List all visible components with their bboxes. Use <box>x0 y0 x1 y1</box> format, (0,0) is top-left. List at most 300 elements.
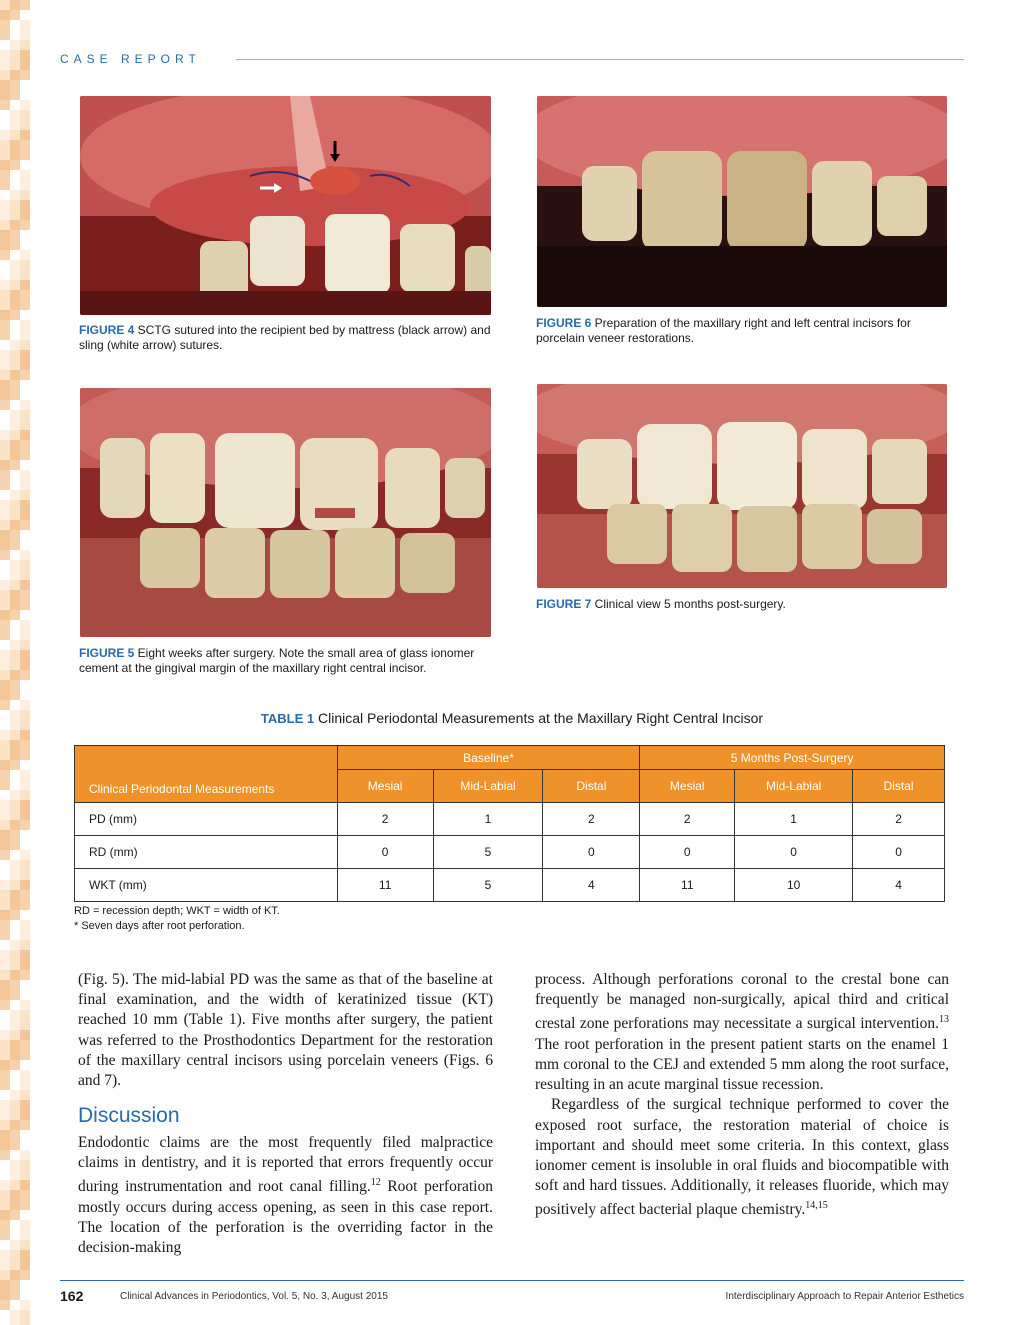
body-text: Regardless of the surgical technique performed to cover the exposed root surface, the restoration material of choice is important and should meet some criteria. In this context, glass ionomer cement is insoluble in oral fluids and biocompatible with soft and hard tissues. Additionally, it releases fluoride, which may positively affect bacterial plaque chemistry. <box>535 1096 949 1219</box>
strip-cell <box>20 1050 30 1060</box>
strip-cell <box>0 1070 10 1080</box>
strip-cell <box>20 60 30 70</box>
figure-4-photo <box>80 96 491 315</box>
strip-cell <box>10 1260 20 1270</box>
strip-cell <box>20 1030 30 1040</box>
strip-cell <box>20 780 30 790</box>
strip-cell <box>20 1060 30 1070</box>
strip-cell <box>10 860 20 870</box>
strip-cell <box>10 560 20 570</box>
strip-cell <box>10 260 20 270</box>
strip-cell <box>0 80 10 90</box>
strip-cell <box>0 740 10 750</box>
table-cell: 5 <box>433 836 543 869</box>
table-cell: 11 <box>640 869 735 902</box>
strip-cell <box>20 1120 30 1130</box>
strip-cell <box>10 1040 20 1050</box>
strip-cell <box>0 800 10 810</box>
strip-cell <box>20 1090 30 1100</box>
strip-cell <box>0 490 10 500</box>
strip-cell <box>20 740 30 750</box>
strip-cell <box>10 830 20 840</box>
strip-cell <box>10 470 20 480</box>
strip-cell <box>10 90 20 100</box>
strip-cell <box>0 1230 10 1240</box>
strip-cell <box>20 1300 30 1310</box>
strip-cell <box>0 1290 10 1300</box>
strip-cell <box>10 540 20 550</box>
table-1-title <box>0 710 1024 726</box>
strip-cell <box>0 1270 10 1280</box>
strip-cell <box>20 640 30 650</box>
strip-cell <box>0 1080 10 1090</box>
strip-cell <box>20 610 30 620</box>
strip-cell <box>10 1150 20 1160</box>
strip-cell <box>0 110 10 120</box>
strip-cell <box>10 1140 20 1150</box>
strip-cell <box>10 1120 20 1130</box>
strip-cell <box>10 950 20 960</box>
strip-cell <box>10 780 20 790</box>
strip-cell <box>10 10 20 20</box>
strip-cell <box>20 380 30 390</box>
strip-cell <box>20 360 30 370</box>
strip-cell <box>20 990 30 1000</box>
strip-cell <box>0 1150 10 1160</box>
strip-cell <box>0 90 10 100</box>
table-group-post-surgery: 5 Months Post-Surgery <box>640 746 945 770</box>
strip-cell <box>20 590 30 600</box>
running-head: CASE REPORT <box>60 52 201 66</box>
strip-cell <box>20 910 30 920</box>
strip-cell <box>10 320 20 330</box>
strip-cell <box>20 1270 30 1280</box>
strip-cell <box>10 630 20 640</box>
strip-cell <box>0 960 10 970</box>
table-footnote-2: * Seven days after root perforation. <box>74 920 245 932</box>
body-paragraph <box>535 970 949 1095</box>
strip-cell <box>0 1050 10 1060</box>
page-number: 162 <box>60 1288 84 1304</box>
strip-cell <box>0 150 10 160</box>
table-row <box>75 869 945 902</box>
strip-cell <box>20 10 30 20</box>
strip-cell <box>20 1010 30 1020</box>
strip-cell <box>10 390 20 400</box>
strip-cell <box>10 940 20 950</box>
strip-cell <box>20 1130 30 1140</box>
strip-cell <box>0 630 10 640</box>
strip-cell <box>10 820 20 830</box>
strip-cell <box>10 490 20 500</box>
strip-cell <box>0 30 10 40</box>
table-cell: 0 <box>853 836 945 869</box>
figure-5-label: FIGURE 5 <box>79 646 135 660</box>
strip-cell <box>0 700 10 710</box>
strip-cell <box>0 290 10 300</box>
strip-cell <box>20 20 30 30</box>
strip-cell <box>0 390 10 400</box>
strip-cell <box>0 1040 10 1050</box>
strip-cell <box>10 880 20 890</box>
table-col-header: Distal <box>853 770 945 803</box>
strip-cell <box>20 670 30 680</box>
strip-cell <box>0 350 10 360</box>
strip-cell <box>0 900 10 910</box>
strip-cell <box>20 1070 30 1080</box>
strip-cell <box>10 530 20 540</box>
strip-cell <box>20 180 30 190</box>
strip-cell <box>0 500 10 510</box>
strip-cell <box>0 950 10 960</box>
strip-cell <box>10 980 20 990</box>
strip-cell <box>20 620 30 630</box>
strip-cell <box>10 420 20 430</box>
strip-cell <box>20 840 30 850</box>
strip-cell <box>0 1210 10 1220</box>
strip-cell <box>0 610 10 620</box>
strip-cell <box>0 160 10 170</box>
strip-cell <box>20 70 30 80</box>
strip-cell <box>0 460 10 470</box>
figure-6-photo <box>537 96 947 307</box>
strip-cell <box>0 1280 10 1290</box>
strip-cell <box>10 500 20 510</box>
strip-cell <box>10 1240 20 1250</box>
strip-cell <box>20 230 30 240</box>
strip-cell <box>0 170 10 180</box>
strip-cell <box>20 310 30 320</box>
strip-cell <box>20 800 30 810</box>
body-paragraph: (Fig. 5). The mid-labial PD was the same as that of the baseline at final examination, and the width of keratinized tissue (KT) reached 10 mm (Table 1). Five months after surgery, the patient was referred to the Prosthodontics Department for the restoration of the maxillary central incisors using porcelain veneers (Figs. 6 and 7). <box>78 971 493 1090</box>
strip-cell <box>20 1040 30 1050</box>
strip-cell <box>20 1210 30 1220</box>
strip-cell <box>10 510 20 520</box>
body-text: Root perforation mostly occurs during access opening, as seen in this case report. The location of the perforation is the overriding factor in the decision-making <box>78 1178 493 1257</box>
strip-cell <box>0 1300 10 1310</box>
strip-cell <box>0 860 10 870</box>
strip-cell <box>10 1250 20 1260</box>
table-row-label: PD (mm) <box>75 803 338 836</box>
strip-cell <box>10 1210 20 1220</box>
figure-7-photo <box>537 384 947 588</box>
strip-cell <box>10 360 20 370</box>
strip-cell <box>20 90 30 100</box>
table-row <box>75 836 945 869</box>
strip-cell <box>10 1050 20 1060</box>
strip-cell <box>0 670 10 680</box>
decorative-side-strip <box>0 0 30 1325</box>
strip-cell <box>20 1190 30 1200</box>
strip-cell <box>0 240 10 250</box>
strip-cell <box>20 420 30 430</box>
strip-cell <box>0 1060 10 1070</box>
strip-cell <box>10 1200 20 1210</box>
strip-cell <box>0 280 10 290</box>
strip-cell <box>20 820 30 830</box>
table-cell: 0 <box>543 836 640 869</box>
strip-cell <box>10 990 20 1000</box>
strip-cell <box>20 460 30 470</box>
strip-cell <box>10 290 20 300</box>
strip-cell <box>0 970 10 980</box>
strip-cell <box>20 890 30 900</box>
strip-cell <box>10 60 20 70</box>
citation-ref: 13 <box>939 1014 949 1026</box>
strip-cell <box>10 770 20 780</box>
strip-cell <box>0 1110 10 1120</box>
strip-cell <box>10 450 20 460</box>
strip-cell <box>0 830 10 840</box>
journal-citation: Clinical Advances in Periodontics, Vol. 5, No. 3, August 2015 <box>120 1291 388 1302</box>
measurements-table <box>74 745 945 902</box>
strip-cell <box>0 230 10 240</box>
figure-6-caption <box>536 316 949 346</box>
strip-cell <box>10 1130 20 1140</box>
strip-cell <box>0 650 10 660</box>
strip-cell <box>0 640 10 650</box>
strip-cell <box>10 130 20 140</box>
strip-cell <box>20 130 30 140</box>
strip-cell <box>0 840 10 850</box>
strip-cell <box>0 660 10 670</box>
strip-cell <box>10 410 20 420</box>
figure-6-label: FIGURE 6 <box>536 316 592 330</box>
strip-cell <box>0 810 10 820</box>
strip-cell <box>20 810 30 820</box>
strip-cell <box>20 940 30 950</box>
table-row-label: WKT (mm) <box>75 869 338 902</box>
strip-cell <box>20 400 30 410</box>
strip-cell <box>20 690 30 700</box>
strip-cell <box>20 730 30 740</box>
strip-cell <box>10 670 20 680</box>
strip-cell <box>20 870 30 880</box>
strip-cell <box>10 750 20 760</box>
figure-4-label: FIGURE 4 <box>79 323 135 337</box>
strip-cell <box>0 1010 10 1020</box>
strip-cell <box>10 170 20 180</box>
strip-cell <box>0 1120 10 1130</box>
strip-cell <box>20 0 30 10</box>
strip-cell <box>20 220 30 230</box>
strip-cell <box>10 660 20 670</box>
strip-cell <box>10 70 20 80</box>
strip-cell <box>20 1310 30 1320</box>
strip-cell <box>0 1190 10 1200</box>
strip-cell <box>20 1150 30 1160</box>
strip-cell <box>0 580 10 590</box>
strip-cell <box>0 420 10 430</box>
figure-5-photo <box>80 388 491 637</box>
strip-cell <box>20 1240 30 1250</box>
strip-cell <box>0 410 10 420</box>
strip-cell <box>0 360 10 370</box>
strip-cell <box>0 1140 10 1150</box>
strip-cell <box>10 690 20 700</box>
strip-cell <box>0 340 10 350</box>
table-col-header: Mid-Labial <box>735 770 853 803</box>
strip-cell <box>20 900 30 910</box>
strip-cell <box>20 280 30 290</box>
strip-cell <box>10 190 20 200</box>
strip-cell <box>20 660 30 670</box>
strip-cell <box>20 850 30 860</box>
strip-cell <box>10 140 20 150</box>
strip-cell <box>20 120 30 130</box>
strip-cell <box>20 520 30 530</box>
strip-cell <box>20 600 30 610</box>
strip-cell <box>20 430 30 440</box>
table-group-baseline: Baseline* <box>337 746 640 770</box>
strip-cell <box>0 750 10 760</box>
strip-cell <box>0 520 10 530</box>
strip-cell <box>10 0 20 10</box>
strip-cell <box>20 350 30 360</box>
strip-cell <box>20 1250 30 1260</box>
strip-cell <box>20 1200 30 1210</box>
strip-cell <box>0 680 10 690</box>
strip-cell <box>0 1090 10 1100</box>
strip-cell <box>10 270 20 280</box>
strip-cell <box>20 1280 30 1290</box>
strip-cell <box>20 210 30 220</box>
strip-cell <box>10 1270 20 1280</box>
strip-cell <box>10 110 20 120</box>
strip-cell <box>20 170 30 180</box>
strip-cell <box>20 530 30 540</box>
table-cell: 1 <box>735 803 853 836</box>
strip-cell <box>10 250 20 260</box>
strip-cell <box>0 550 10 560</box>
strip-cell <box>10 120 20 130</box>
strip-cell <box>10 580 20 590</box>
strip-cell <box>0 270 10 280</box>
body-text: Endodontic claims are the most frequently filed malpractice claims in dentistry, and it is reported that errors frequently occur during instrumentation and root canal filling. <box>78 1134 493 1196</box>
strip-cell <box>0 250 10 260</box>
strip-cell <box>10 920 20 930</box>
strip-cell <box>10 1180 20 1190</box>
strip-cell <box>20 960 30 970</box>
table-cell: 1 <box>433 803 543 836</box>
strip-cell <box>10 760 20 770</box>
strip-cell <box>10 840 20 850</box>
strip-cell <box>10 1220 20 1230</box>
strip-cell <box>10 400 20 410</box>
strip-cell <box>0 690 10 700</box>
strip-cell <box>10 280 20 290</box>
strip-cell <box>20 540 30 550</box>
strip-cell <box>20 570 30 580</box>
strip-cell <box>20 510 30 520</box>
strip-cell <box>10 1300 20 1310</box>
strip-cell <box>20 1000 30 1010</box>
strip-cell <box>0 320 10 330</box>
strip-cell <box>20 490 30 500</box>
strip-cell <box>20 760 30 770</box>
table-cell: 2 <box>853 803 945 836</box>
strip-cell <box>10 730 20 740</box>
strip-cell <box>0 1000 10 1010</box>
strip-cell <box>10 890 20 900</box>
strip-cell <box>20 140 30 150</box>
strip-cell <box>0 940 10 950</box>
strip-cell <box>0 1260 10 1270</box>
strip-cell <box>20 1230 30 1240</box>
strip-cell <box>20 1260 30 1270</box>
strip-cell <box>0 1160 10 1170</box>
strip-cell <box>0 0 10 10</box>
body-right-column <box>535 970 949 1221</box>
strip-cell <box>20 390 30 400</box>
strip-cell <box>0 120 10 130</box>
strip-cell <box>0 1100 10 1110</box>
strip-cell <box>0 600 10 610</box>
table-cell: 11 <box>337 869 433 902</box>
strip-cell <box>10 1020 20 1030</box>
strip-cell <box>10 100 20 110</box>
strip-cell <box>10 590 20 600</box>
strip-cell <box>10 200 20 210</box>
table-cell: 2 <box>337 803 433 836</box>
figure-7-text: Clinical view 5 months post-surgery. <box>591 597 786 611</box>
discussion-heading: Discussion <box>78 1104 180 1127</box>
strip-cell <box>10 50 20 60</box>
strip-cell <box>10 1000 20 1010</box>
body-text: The root perforation in the present patient starts on the enamel 1 mm coronal to the CEJ and extended 5 mm along the root surface, resulting in an acute marginal tissue recession. <box>535 1035 949 1094</box>
strip-cell <box>0 870 10 880</box>
strip-cell <box>10 1310 20 1320</box>
strip-cell <box>10 80 20 90</box>
strip-cell <box>20 1080 30 1090</box>
table-row <box>75 803 945 836</box>
strip-cell <box>20 30 30 40</box>
strip-cell <box>20 1170 30 1180</box>
strip-cell <box>20 100 30 110</box>
table-cell: 2 <box>543 803 640 836</box>
strip-cell <box>20 370 30 380</box>
strip-cell <box>0 910 10 920</box>
strip-cell <box>0 570 10 580</box>
strip-cell <box>20 270 30 280</box>
strip-cell <box>10 800 20 810</box>
figure-5-caption <box>79 646 493 676</box>
table-cell: 2 <box>640 803 735 836</box>
strip-cell <box>0 980 10 990</box>
strip-cell <box>0 880 10 890</box>
strip-cell <box>10 240 20 250</box>
strip-cell <box>0 1130 10 1140</box>
strip-cell <box>10 680 20 690</box>
strip-cell <box>10 340 20 350</box>
strip-cell <box>0 50 10 60</box>
strip-cell <box>20 200 30 210</box>
strip-cell <box>0 1200 10 1210</box>
strip-cell <box>0 540 10 550</box>
strip-cell <box>10 220 20 230</box>
table-row-label: RD (mm) <box>75 836 338 869</box>
strip-cell <box>0 190 10 200</box>
strip-cell <box>20 1160 30 1170</box>
strip-cell <box>10 610 20 620</box>
strip-cell <box>20 450 30 460</box>
strip-cell <box>10 850 20 860</box>
citation-ref: 14,15 <box>805 1200 828 1212</box>
strip-cell <box>10 910 20 920</box>
strip-cell <box>0 990 10 1000</box>
table-cell: 10 <box>735 869 853 902</box>
strip-cell <box>0 100 10 110</box>
